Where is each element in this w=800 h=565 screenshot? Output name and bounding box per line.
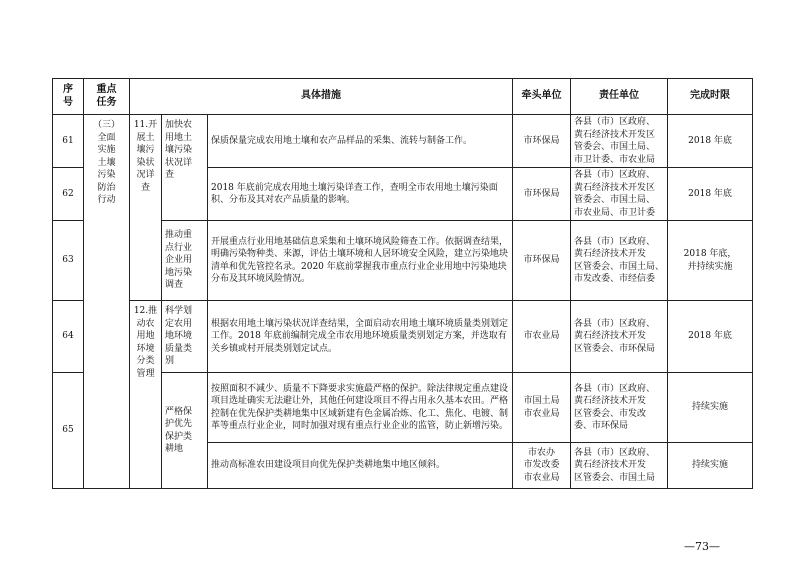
responsible-text: 各县（市）区政府、 黄石经济技术开发 区管委会、市国土局 bbox=[574, 447, 656, 483]
header-task-text: 重点 任务 bbox=[96, 84, 117, 108]
responsible-text: 各县（市）区政府、 黄石经济技术开发 区管委会、市环保局 bbox=[574, 318, 656, 354]
lead-cell bbox=[513, 443, 571, 489]
deadline-cell: 持续实施 bbox=[668, 373, 753, 443]
subtask-12-text: 12.推 动农 用地 环境 分类 管理 bbox=[133, 306, 158, 379]
header-row bbox=[53, 79, 753, 115]
measure-cell: 按照面积不减少、质量不下降要求实施最严格的保护。除法律规定重点建设项目选址确实无法避让外，其他任何建设项目不得占用永久基本农田。严格控制在优先保护类耕地集中区域新建有色金属冶炼、化工、焦化、电镀、制革等重点行业企业，同时加强对现有重点行业企业的监管，防止新增污染。 bbox=[208, 373, 513, 443]
responsible-text: 各县（市）区政府、 黄石经济技术开发区 管委会、市国土局、 市卫计委、市农业局 bbox=[574, 117, 656, 165]
header-no-text: 序 号 bbox=[63, 84, 73, 108]
responsible-cell bbox=[571, 443, 668, 489]
measure-cell: 根据农用地土壤污染状况详查结果，全面启动农用地土壤环境质量类别划定工作。2018 年底前编制完成全市农用地环境质量类别划定方案，并选取有关乡镇或村开展类别划定试点。 bbox=[208, 301, 513, 373]
deadline-text: 2018 年底， 并持续实施 bbox=[683, 249, 737, 272]
responsible-cell bbox=[571, 301, 668, 373]
header-measures: 具体措施 bbox=[130, 79, 513, 115]
item-cell bbox=[162, 115, 208, 221]
item-text: 科学划 定农用 地环境 质量类 别 bbox=[165, 306, 193, 367]
lead-cell: 市环保局 bbox=[513, 221, 571, 301]
item-text: 推动重 点行业 企业用 地污染 调查 bbox=[165, 230, 193, 291]
lead-cell: 市环保局 bbox=[513, 168, 571, 221]
table-row bbox=[53, 115, 753, 168]
lead-cell: 市农业局 bbox=[513, 301, 571, 373]
deadline-cell: 2018 年底 bbox=[668, 301, 753, 373]
table-row bbox=[53, 301, 753, 373]
header-no bbox=[53, 79, 84, 115]
header-deadline: 完成时限 bbox=[668, 79, 753, 115]
row-no: 61 bbox=[53, 115, 84, 168]
item-text: 加快农 用地土 壤污染 状况详 查 bbox=[165, 120, 193, 180]
responsible-text: 各县（市）区政府、 黄石经济技术开发 区管委会、市国土局、 市发改委、市经信委 bbox=[574, 236, 665, 284]
row-no: 63 bbox=[53, 221, 84, 301]
deadline-cell: 2018 年底 bbox=[668, 115, 753, 168]
measure-cell: 推动高标准农田建设项目向优先保护类耕地集中地区倾斜。 bbox=[208, 443, 513, 489]
responsible-cell bbox=[571, 221, 668, 301]
responsible-text: 各县（市）区政府、 黄石经济技术开发区 管委会、市国土局、 市农业局、市卫计委 bbox=[574, 170, 656, 218]
responsible-cell bbox=[571, 168, 668, 221]
row-no: 64 bbox=[53, 301, 84, 373]
measure-cell: 保质保量完成农用地土壤和农产品样品的采集、流转与制备工作。 bbox=[208, 115, 513, 168]
row-no: 62 bbox=[53, 168, 84, 221]
responsible-cell bbox=[571, 373, 668, 443]
item-cell bbox=[162, 221, 208, 301]
page-number: —73— bbox=[684, 540, 720, 553]
responsible-text: 各县（市）区政府、 黄石经济技术开发 区管委会、市发改 委、市环保局 bbox=[574, 383, 656, 431]
lead-cell bbox=[513, 373, 571, 443]
subtask-12 bbox=[130, 301, 162, 489]
item-text: 严格保 护优先 保护类 耕地 bbox=[165, 406, 193, 454]
lead-text: 市农办 市发改委 市农业局 bbox=[523, 447, 560, 483]
header-responsible: 责任单位 bbox=[571, 79, 668, 115]
lead-cell: 市环保局 bbox=[513, 115, 571, 168]
row-no: 65 bbox=[53, 373, 84, 489]
item-cell bbox=[162, 301, 208, 373]
deadline-cell: 持续实施 bbox=[668, 443, 753, 489]
deadline-cell bbox=[668, 221, 753, 301]
task-group-text: （三） 全面 实施 土壤 污染 防治 行动 bbox=[92, 120, 120, 205]
deadline-cell: 2018 年底 bbox=[668, 168, 753, 221]
measures-table bbox=[52, 78, 753, 489]
measure-cell: 2018 年底前完成农用地土壤污染详查工作，查明全市农用地土壤污染面积、分布及其对农产品质量的影响。 bbox=[208, 168, 513, 221]
task-group bbox=[84, 115, 130, 489]
header-lead: 牵头单位 bbox=[513, 79, 571, 115]
lead-text: 市国土局 市农业局 bbox=[523, 396, 560, 419]
header-task bbox=[84, 79, 130, 115]
item-cell bbox=[162, 373, 208, 489]
subtask-11 bbox=[130, 115, 162, 301]
measure-cell: 开展重点行业用地基础信息采集和土壤环境风险筛查工作。依据调查结果，明确污染物种类、来源，评估土壤环境和人居环境安全风险，建立污染地块清单和优先管控名录。2020 年底前掌握我市重点行业企业用地中污染地块分布及其环境风险情况。 bbox=[208, 221, 513, 301]
responsible-cell bbox=[571, 115, 668, 168]
subtask-11-text: 11.开 展土 壤污 染状 况详 查 bbox=[133, 120, 158, 193]
